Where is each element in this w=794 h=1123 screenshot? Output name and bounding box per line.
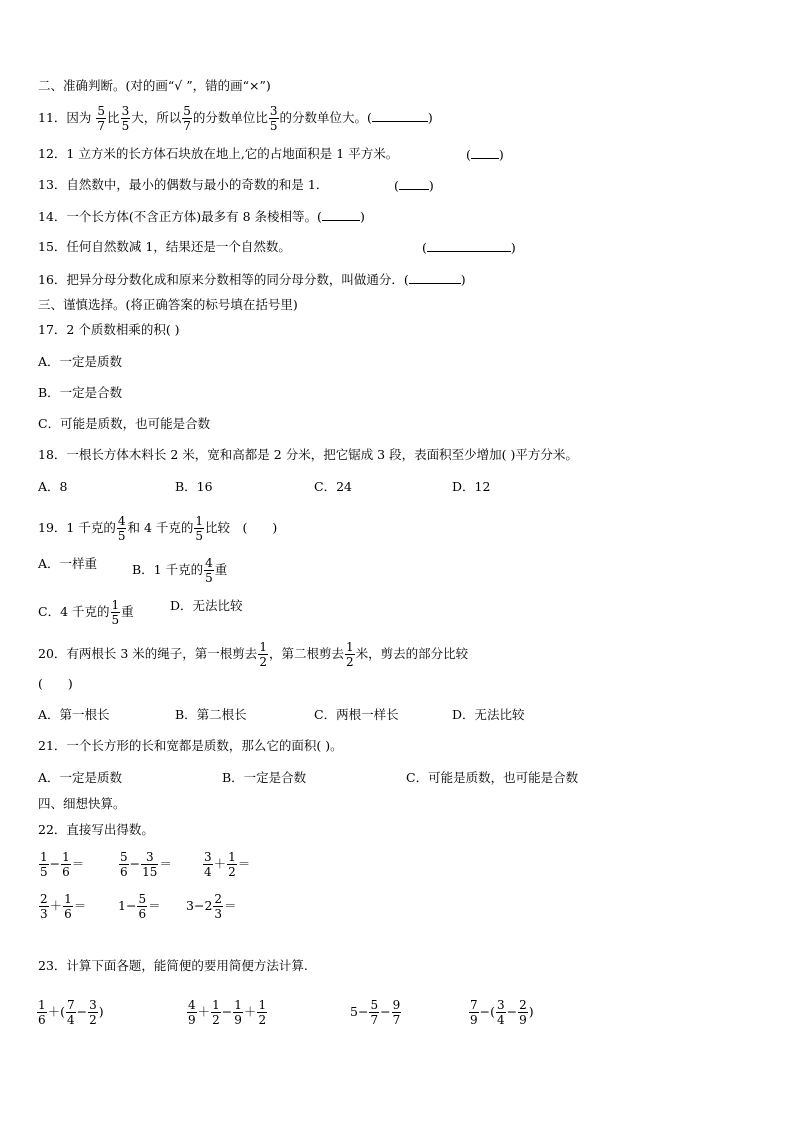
option-19-a[interactable]: A．一样重 (38, 556, 98, 571)
answer-blank[interactable] (409, 271, 461, 284)
option-17-c[interactable]: C．可能是质数，也可能是合数 (38, 416, 211, 431)
option-19-d[interactable]: D．无法比较 (170, 598, 243, 613)
fraction: $\frac{4}{5}$ (205, 556, 213, 585)
option-20-d[interactable]: D．无法比较 (452, 707, 525, 722)
fraction: $\frac{4}{5}$ (117, 514, 126, 543)
option-21-b[interactable]: B．一定是合数 (222, 770, 307, 785)
question-13: 13．自然数中，最小的偶数与最小的奇数的和是 1． (38, 177, 329, 192)
question-22-stem: 22．直接写出得数。 (38, 822, 154, 837)
option-19-c[interactable]: C．4 千克的 $\frac{1}{5}$ 重 (38, 598, 134, 627)
expression-22-4: $\frac{2}{3}$ ＋ $\frac{1}{6}$ ＝ (40, 892, 87, 921)
expression-22-6: 3−2 $\frac{2}{3}$ ＝ (186, 892, 237, 921)
answer-blank[interactable] (372, 109, 428, 122)
question-21-stem: 21．一个长方形的长和宽都是质数，那么它的面积( )。 (38, 738, 343, 753)
fraction: $\frac{1}{5}$ (111, 598, 120, 627)
expression-22-5: 1− $\frac{5}{6}$ ＝ (118, 892, 161, 921)
expression-23-4: $\frac{7}{9}$ −( $\frac{3}{4}$ − $\frac{2}{9}$ ) (470, 998, 534, 1027)
section-4-heading: 四、细想快算。 (38, 796, 126, 811)
answer-blank-15[interactable]: ( ) (422, 240, 516, 255)
question-12: 12．1 立方米的长方体石块放在地上,它的占地面积是 1 平方米。 (38, 146, 399, 161)
option-17-a[interactable]: A．一定是质数 (38, 354, 123, 369)
question-19-stem: 19．1 千克的 $\frac{4}{5}$ 和 4 千克的 $\frac{1}{5}$ 比较 ( ) (38, 514, 278, 543)
section-3-heading: 三、谨慎选择。(将正确答案的标号填在括号里) (38, 297, 298, 312)
fraction: $\frac{3}{5}$ (121, 104, 130, 133)
fraction: $\frac{5}{7}$ (183, 104, 191, 133)
option-20-b[interactable]: B．第二根长 (175, 707, 247, 722)
expression-23-1: $\frac{1}{6}$ ＋( $\frac{7}{4}$ − $\frac{3}{2}$ ) (38, 998, 104, 1027)
option-21-c[interactable]: C．可能是质数，也可能是合数 (406, 770, 579, 785)
answer-blank-12[interactable]: ( ) (466, 147, 504, 162)
fraction: $\frac{5}{7}$ (97, 104, 106, 133)
question-11: 11．因为 $\frac{5}{7}$ 比 $\frac{3}{5}$ 大，所以 $\frac{5}{7}$ 的分数单位比 $\frac{3}{5}$ 的分数单位大。( ) (38, 104, 433, 133)
option-18-a[interactable]: A．8 (38, 479, 68, 494)
question-16: 16．把异分母分数化成和原来分数相等的同分母分数，叫做通分．( ) (38, 272, 466, 287)
option-21-a[interactable]: A．一定是质数 (38, 770, 123, 785)
expression-22-1: $\frac{1}{5}$ − $\frac{1}{6}$ ＝ (40, 850, 85, 879)
question-14: 14．一个长方体(不含正方体)最多有 8 条棱相等。( ) (38, 209, 365, 224)
question-20-stem: 20．有两根长 3 米的绳子，第一根剪去 $\frac{1}{2}$ ，第二根剪去 $\frac{1}{2}$ 米，剪去的部分比较 (38, 640, 469, 669)
fraction: $\frac{1}{2}$ (259, 640, 267, 669)
expression-22-3: $\frac{3}{4}$ ＋ $\frac{1}{2}$ ＝ (204, 850, 251, 879)
option-20-a[interactable]: A．第一根长 (38, 707, 110, 722)
answer-blank-13[interactable]: ( ) (394, 178, 434, 193)
question-18-stem: 18．一根长方体木料长 2 米，宽和高都是 2 分米，把它锯成 3 段，表面积至少增加( )平方分米。 (38, 447, 578, 462)
fraction: $\frac{3}{5}$ (269, 104, 278, 133)
option-18-c[interactable]: C．24 (314, 479, 352, 494)
option-17-b[interactable]: B．一定是合数 (38, 385, 123, 400)
option-18-d[interactable]: D．12 (452, 479, 491, 494)
expression-23-3: 5− $\frac{5}{7}$ − $\frac{9}{7}$ (350, 998, 401, 1027)
answer-blank[interactable] (322, 208, 360, 221)
question-17-stem: 17．2 个质数相乘的积( ) (38, 322, 180, 337)
fraction: $\frac{1}{5}$ (195, 514, 204, 543)
expression-22-2: $\frac{5}{6}$ − $\frac{3}{15}$ ＝ (120, 850, 172, 879)
fraction: $\frac{1}{2}$ (345, 640, 354, 669)
section-2-heading: 二、准确判断。(对的画“√ ”，错的画“×”) (38, 78, 271, 93)
option-19-b[interactable]: B．1 千克的 $\frac{4}{5}$ 重 (132, 556, 228, 585)
option-20-c[interactable]: C．两根一样长 (314, 707, 399, 722)
expression-23-2: $\frac{4}{9}$ ＋ $\frac{1}{2}$ − $\frac{1}{9}$ ＋ $\frac{1}{2}$ (188, 998, 267, 1027)
question-23-stem: 23．计算下面各题，能简便的要用简便方法计算. (38, 958, 308, 973)
question-15: 15．任何自然数减 1，结果还是一个自然数。 (38, 239, 291, 254)
option-18-b[interactable]: B．16 (175, 479, 213, 494)
answer-paren-20[interactable]: ( ) (38, 676, 73, 691)
